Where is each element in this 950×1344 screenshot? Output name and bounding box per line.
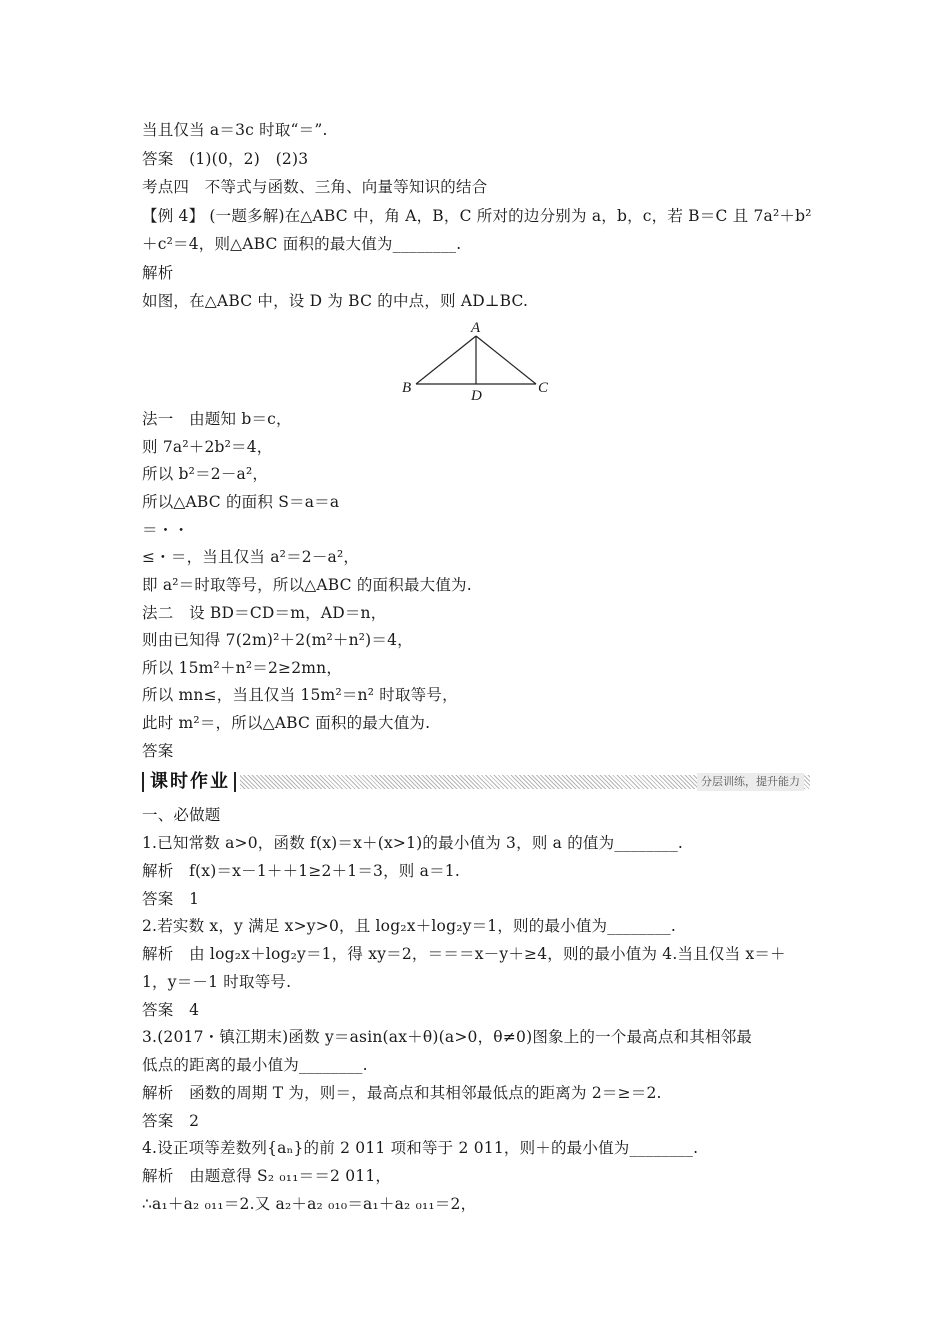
vertex-label-b: B <box>402 380 412 396</box>
analysis-line: 解析 f(x)＝x－1＋＋1≥2＋1＝3，则 a＝1. <box>142 862 460 880</box>
section-heading: 考点四 不等式与函数、三角、向量等知识的结合 <box>142 178 488 196</box>
analysis-line: 解析 由 log₂x＋log₂y＝1，得 xy＝2，＝＝＝x－y＋≥4，则的最小值为 4.当且仅当 x＝＋ <box>142 945 786 963</box>
analysis-line: 解析 由题意得 S₂ ₀₁₁＝＝2 011， <box>142 1167 392 1185</box>
banner-left-bar <box>142 772 144 792</box>
question-line: 4.设正项等差数列{aₙ}的前 2 011 项和等于 2 011，则＋的最小值为________. <box>142 1139 699 1157</box>
example-question-line: 【例 4】 (一题多解)在△ABC 中，角 A，B，C 所对的边分别为 a，b，c，若 B＝C 且 7a²＋b² <box>142 207 812 225</box>
side-ab <box>416 336 476 384</box>
analysis-heading: 解析 <box>142 264 174 282</box>
triangle-figure <box>398 318 558 404</box>
answer-line: 答案 4 <box>142 1001 200 1019</box>
banner-subtitle: 分层训练，提升能力 <box>697 773 804 791</box>
example-question-line: ＋c²＝4，则△ABC 面积的最大值为________. <box>142 235 462 253</box>
analysis-line: 解析 函数的周期 T 为，则＝，最高点和其相邻最低点的距离为 2＝≥＝2. <box>142 1084 662 1102</box>
answer-line: 答案 1 <box>142 890 200 908</box>
answer-line: 答案 2 <box>142 1112 200 1130</box>
text-line: 即 a²＝时取等号，所以△ABC 的面积最大值为. <box>142 576 472 594</box>
text-line: 如图，在△ABC 中，设 D 为 BC 的中点，则 AD⊥BC. <box>142 292 529 310</box>
banner-right-bar <box>234 772 236 792</box>
question-line: 2.若实数 x，y 满足 x>y>0，且 log₂x＋log₂y＝1，则的最小值为________. <box>142 917 676 935</box>
vertex-label-c: C <box>538 380 549 396</box>
answer-line: 答案 (1)(0，2) (2)3 <box>142 150 309 168</box>
text-line: ≤・＝，当且仅当 a²＝2－a²， <box>142 548 360 566</box>
question-line: 3.(2017・镇江期末)函数 y＝asin(ax＋θ)(a>0，θ≠0)图象上的一个最高点和其相邻最 <box>142 1028 753 1046</box>
analysis-line: 1，y＝－1 时取等号. <box>142 973 292 991</box>
side-ac <box>476 336 536 384</box>
method-one-line: 法一 由题知 b＝c， <box>142 410 292 428</box>
text-line: 则由已知得 7(2m)²＋2(m²＋n²)＝4， <box>142 631 413 649</box>
text-line: 此时 m²＝，所以△ABC 面积的最大值为. <box>142 714 431 732</box>
question-line: 低点的距离的最小值为________. <box>142 1056 368 1074</box>
text-line: 所以 mn≤，当且仅当 15m²＝n² 时取等号， <box>142 686 458 704</box>
homework-banner <box>142 770 810 794</box>
text-line: 所以△ABC 的面积 S＝a＝a <box>142 493 340 511</box>
banner-title: 课时作业 <box>150 771 230 792</box>
analysis-line: ∴a₁＋a₂ ₀₁₁＝2.又 a₂＋a₂ ₀₁₀＝a₁＋a₂ ₀₁₁＝2， <box>142 1195 477 1213</box>
answer-line: 答案 <box>142 742 174 760</box>
question-line: 1.已知常数 a>0，函数 f(x)＝x＋(x>1)的最小值为 3，则 a 的值为________. <box>142 834 684 852</box>
section-heading: 一、必做题 <box>142 806 221 824</box>
text-line: ＝・・ <box>142 521 190 539</box>
text-line: 所以 15m²＋n²＝2≥2mn， <box>142 659 343 677</box>
text-line: 所以 b²＝2－a²， <box>142 465 269 483</box>
point-label-d: D <box>471 388 482 404</box>
text-line: 则 7a²＋2b²＝4， <box>142 438 273 456</box>
method-two-line: 法二 设 BD＝CD＝m，AD＝n， <box>142 604 387 622</box>
vertex-label-a: A <box>471 320 481 336</box>
text-line: 当且仅当 a＝3c 时取“＝”. <box>142 121 328 139</box>
